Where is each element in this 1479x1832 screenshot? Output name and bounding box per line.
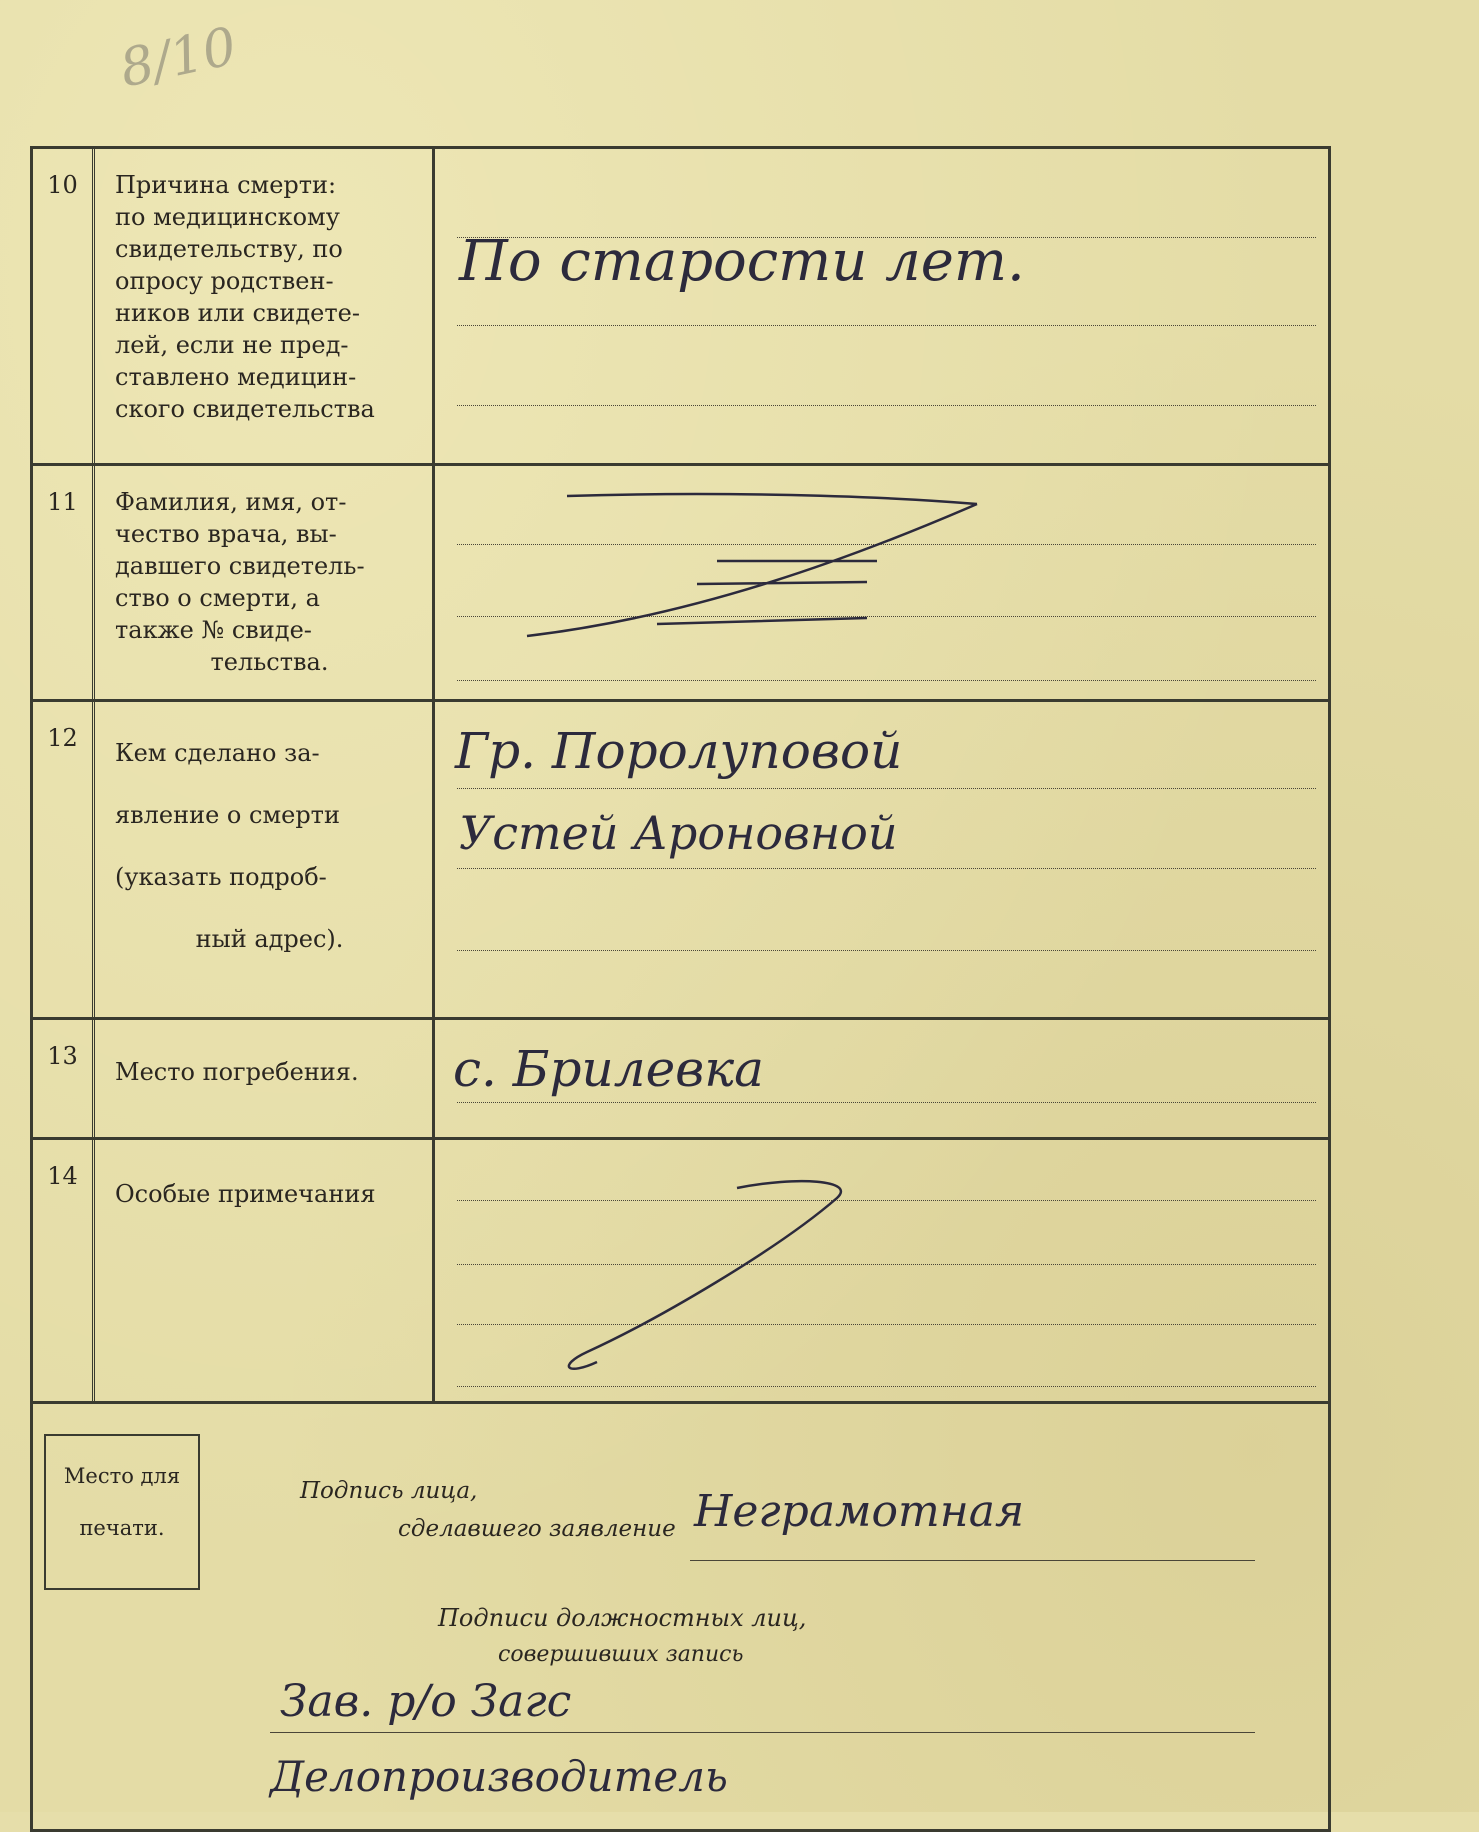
officials-label-1: Подписи должностных лиц, [438, 1604, 807, 1632]
row-number: 13 [33, 1020, 95, 1140]
row-value [437, 1140, 1328, 1404]
row-value [437, 1020, 1328, 1140]
row-label: Особые примечания [99, 1140, 435, 1404]
cross-out-mark [437, 1140, 1137, 1404]
row-label: Причина смерти: по медицинскому свидетельству, по опросу родствен- ников или свидете- лей, если не пред- ставлено медицин- ского свидетельства [99, 149, 435, 463]
official-signature-1: Зав. р/о Загс [280, 1676, 572, 1727]
row-value [437, 702, 1328, 1020]
row-13 [33, 1017, 1328, 1140]
row-label: Место погребения. [99, 1020, 435, 1140]
cause-of-death-handwriting: По старости лет. [459, 229, 1025, 294]
row-10 [33, 149, 1328, 463]
record-form [30, 146, 1331, 1832]
corner-note: 8/10 [115, 16, 242, 100]
row-label: Кем сделано за- явление о смерти (указать подроб- ный адрес). [99, 702, 435, 1020]
applicant-name-line-2: Устей Ароновной [459, 806, 898, 860]
row-14 [33, 1137, 1328, 1404]
row-number: 11 [33, 466, 95, 702]
applicant-name-line-1: Гр. Поролуповой [455, 722, 903, 780]
applicant-signature-label-1: Подпись лица, [300, 1478, 478, 1504]
row-value [437, 466, 1328, 702]
row-12 [33, 699, 1328, 1020]
officials-label-2: совершивших запись [498, 1642, 744, 1667]
official-signature-2: Делопроизводитель [270, 1752, 728, 1801]
row-label: Фамилия, имя, от- чество врача, вы- давшего свидетель- ство о смерти, а также № свиде- тельства. [99, 466, 435, 702]
applicant-signature-label-2: сделавшего заявление [398, 1516, 676, 1542]
row-number: 10 [33, 149, 95, 463]
applicant-signature: Неграмотная [694, 1486, 1025, 1537]
stamp-placeholder: Место для печати. [44, 1434, 200, 1590]
row-value [437, 149, 1328, 463]
row-number: 14 [33, 1140, 95, 1404]
row-11 [33, 463, 1328, 702]
row-number: 12 [33, 702, 95, 1020]
burial-place-handwriting: с. Брилевка [453, 1040, 764, 1098]
cross-out-mark [437, 466, 1137, 702]
